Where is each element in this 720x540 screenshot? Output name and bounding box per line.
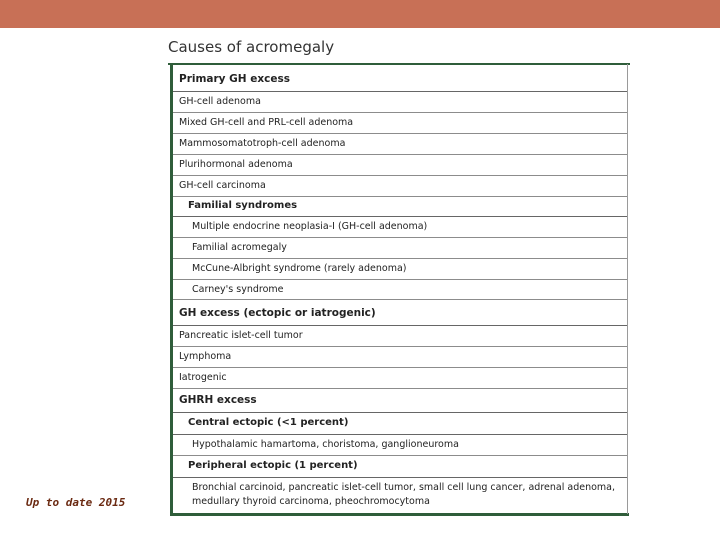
row-label: Mixed GH-cell and PRL-cell adenoma — [179, 117, 354, 128]
subsection-header-label: Familial syndromes — [188, 200, 298, 211]
table-row — [173, 217, 627, 238]
table-row — [173, 155, 627, 176]
table-row — [173, 238, 627, 259]
table-row — [173, 435, 627, 456]
section-header-label: Primary GH excess — [179, 73, 290, 85]
row-label: Plurihormonal adenoma — [179, 159, 293, 170]
table-row — [173, 280, 627, 300]
subsection-header-label: Peripheral ectopic (1 percent) — [188, 460, 358, 471]
section-header-label: GHRH excess — [179, 394, 257, 406]
row-label: Iatrogenic — [179, 372, 227, 383]
table-row — [173, 259, 627, 280]
table-row — [173, 113, 627, 134]
row-label: Mammosomatotroph-cell adenoma — [179, 138, 346, 149]
row-label: McCune-Albright syndrome (rarely adenoma) — [192, 263, 407, 274]
table-row — [173, 134, 627, 155]
row-label: Lymphoma — [179, 351, 232, 362]
table-row — [173, 347, 627, 368]
subsection-header-label: Central ectopic (<1 percent) — [188, 417, 349, 428]
row-label: Multiple endocrine neoplasia-I (GH-cell adenoma) — [192, 221, 428, 232]
section-header-gh-excess-ectopic — [173, 300, 627, 326]
table-row — [173, 326, 627, 347]
row-label: Pancreatic islet-cell tumor — [179, 330, 303, 341]
section-header-primary-gh-excess — [173, 66, 627, 92]
table-row — [173, 176, 627, 197]
subsection-header-central-ectopic — [173, 413, 627, 435]
row-label: GH-cell adenoma — [179, 96, 261, 107]
table-row — [173, 92, 627, 113]
row-label: Carney's syndrome — [192, 284, 284, 295]
table-row — [173, 478, 627, 513]
table-right-border — [627, 64, 628, 514]
source-caption: Up to date 2015 — [26, 496, 126, 509]
subsection-header-peripheral-ectopic — [173, 456, 627, 478]
row-label-line-2: medullary thyroid carcinoma, pheochromocytoma — [192, 496, 430, 507]
page-title: Causes of acromegaly — [168, 38, 335, 56]
row-label: GH-cell carcinoma — [179, 180, 266, 191]
top-accent-bar — [0, 0, 720, 28]
row-label: Familial acromegaly — [192, 242, 287, 253]
subsection-header-familial-syndromes — [173, 197, 627, 217]
table-row — [173, 368, 627, 389]
row-label: Hypothalamic hamartoma, choristoma, ganglioneuroma — [192, 439, 459, 450]
row-label: Bronchial carcinoid, pancreatic islet-cell tumor, small cell lung cancer, adrenal adenoma, — [192, 482, 615, 493]
section-header-ghrh-excess — [173, 389, 627, 413]
section-header-label: GH excess (ectopic or iatrogenic) — [179, 307, 376, 319]
